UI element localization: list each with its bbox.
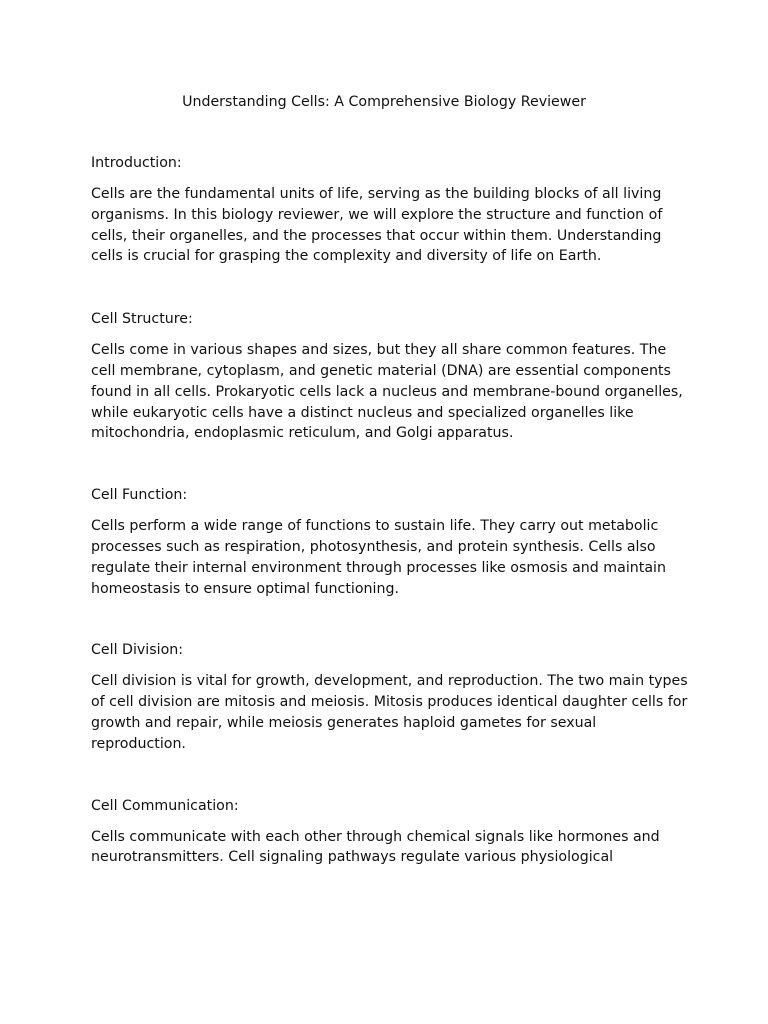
section-heading: Cell Division: xyxy=(91,642,184,659)
section-cell-communication xyxy=(91,796,691,869)
section-heading: Introduction: xyxy=(91,155,182,171)
document-title: Understanding Cells: A Comprehensive Biology Reviewer xyxy=(182,94,586,110)
section-paragraph: Cells come in various shapes and sizes, but they all share common features. The cell membrane, cytoplasm, and genetic material (DNA) are essential components found in all cells. Prokaryotic cells lack a nucleus and membrane-bound organelles, while eukaryotic cells have a distinct nucleus and specialized organelles like mitochondria, endoplasmic reticulum, and Golgi apparatus. xyxy=(91,342,683,442)
section-cell-function xyxy=(91,485,691,599)
section-paragraph: Cells perform a wide range of functions to sustain life. They carry out metabolic processes such as respiration, photosynthesis, and protein synthesis. Cells also regulate their internal environment through processes like osmosis and maintain homeostasis to ensure optimal functioning. xyxy=(91,518,666,597)
section-cell-division xyxy=(91,640,691,754)
section-heading: Cell Function: xyxy=(91,487,188,504)
section-paragraph: Cells are the fundamental units of life, serving as the building blocks of all living organisms. In this biology reviewer, we will explore the structure and function of cells, their organelles, and the processes that occur within them. Understanding cells is crucial for grasping the complexity and diversity of life on Earth. xyxy=(91,186,663,265)
section-paragraph: Cells communicate with each other through chemical signals like hormones and neurotransmitters. Cell signaling pathways regulate various physiological xyxy=(91,828,660,866)
section-cell-structure xyxy=(91,309,691,444)
section-heading: Cell Communication: xyxy=(91,797,239,814)
section-introduction xyxy=(91,153,691,267)
document-body xyxy=(91,153,691,909)
section-paragraph: Cell division is vital for growth, development, and reproduction. The two main types of cell division are mitosis and meiosis. Mitosis produces identical daughter cells for growth and repair, while meiosis generates haploid gametes for sexual reproduction. xyxy=(91,673,688,752)
section-heading: Cell Structure: xyxy=(91,311,193,328)
